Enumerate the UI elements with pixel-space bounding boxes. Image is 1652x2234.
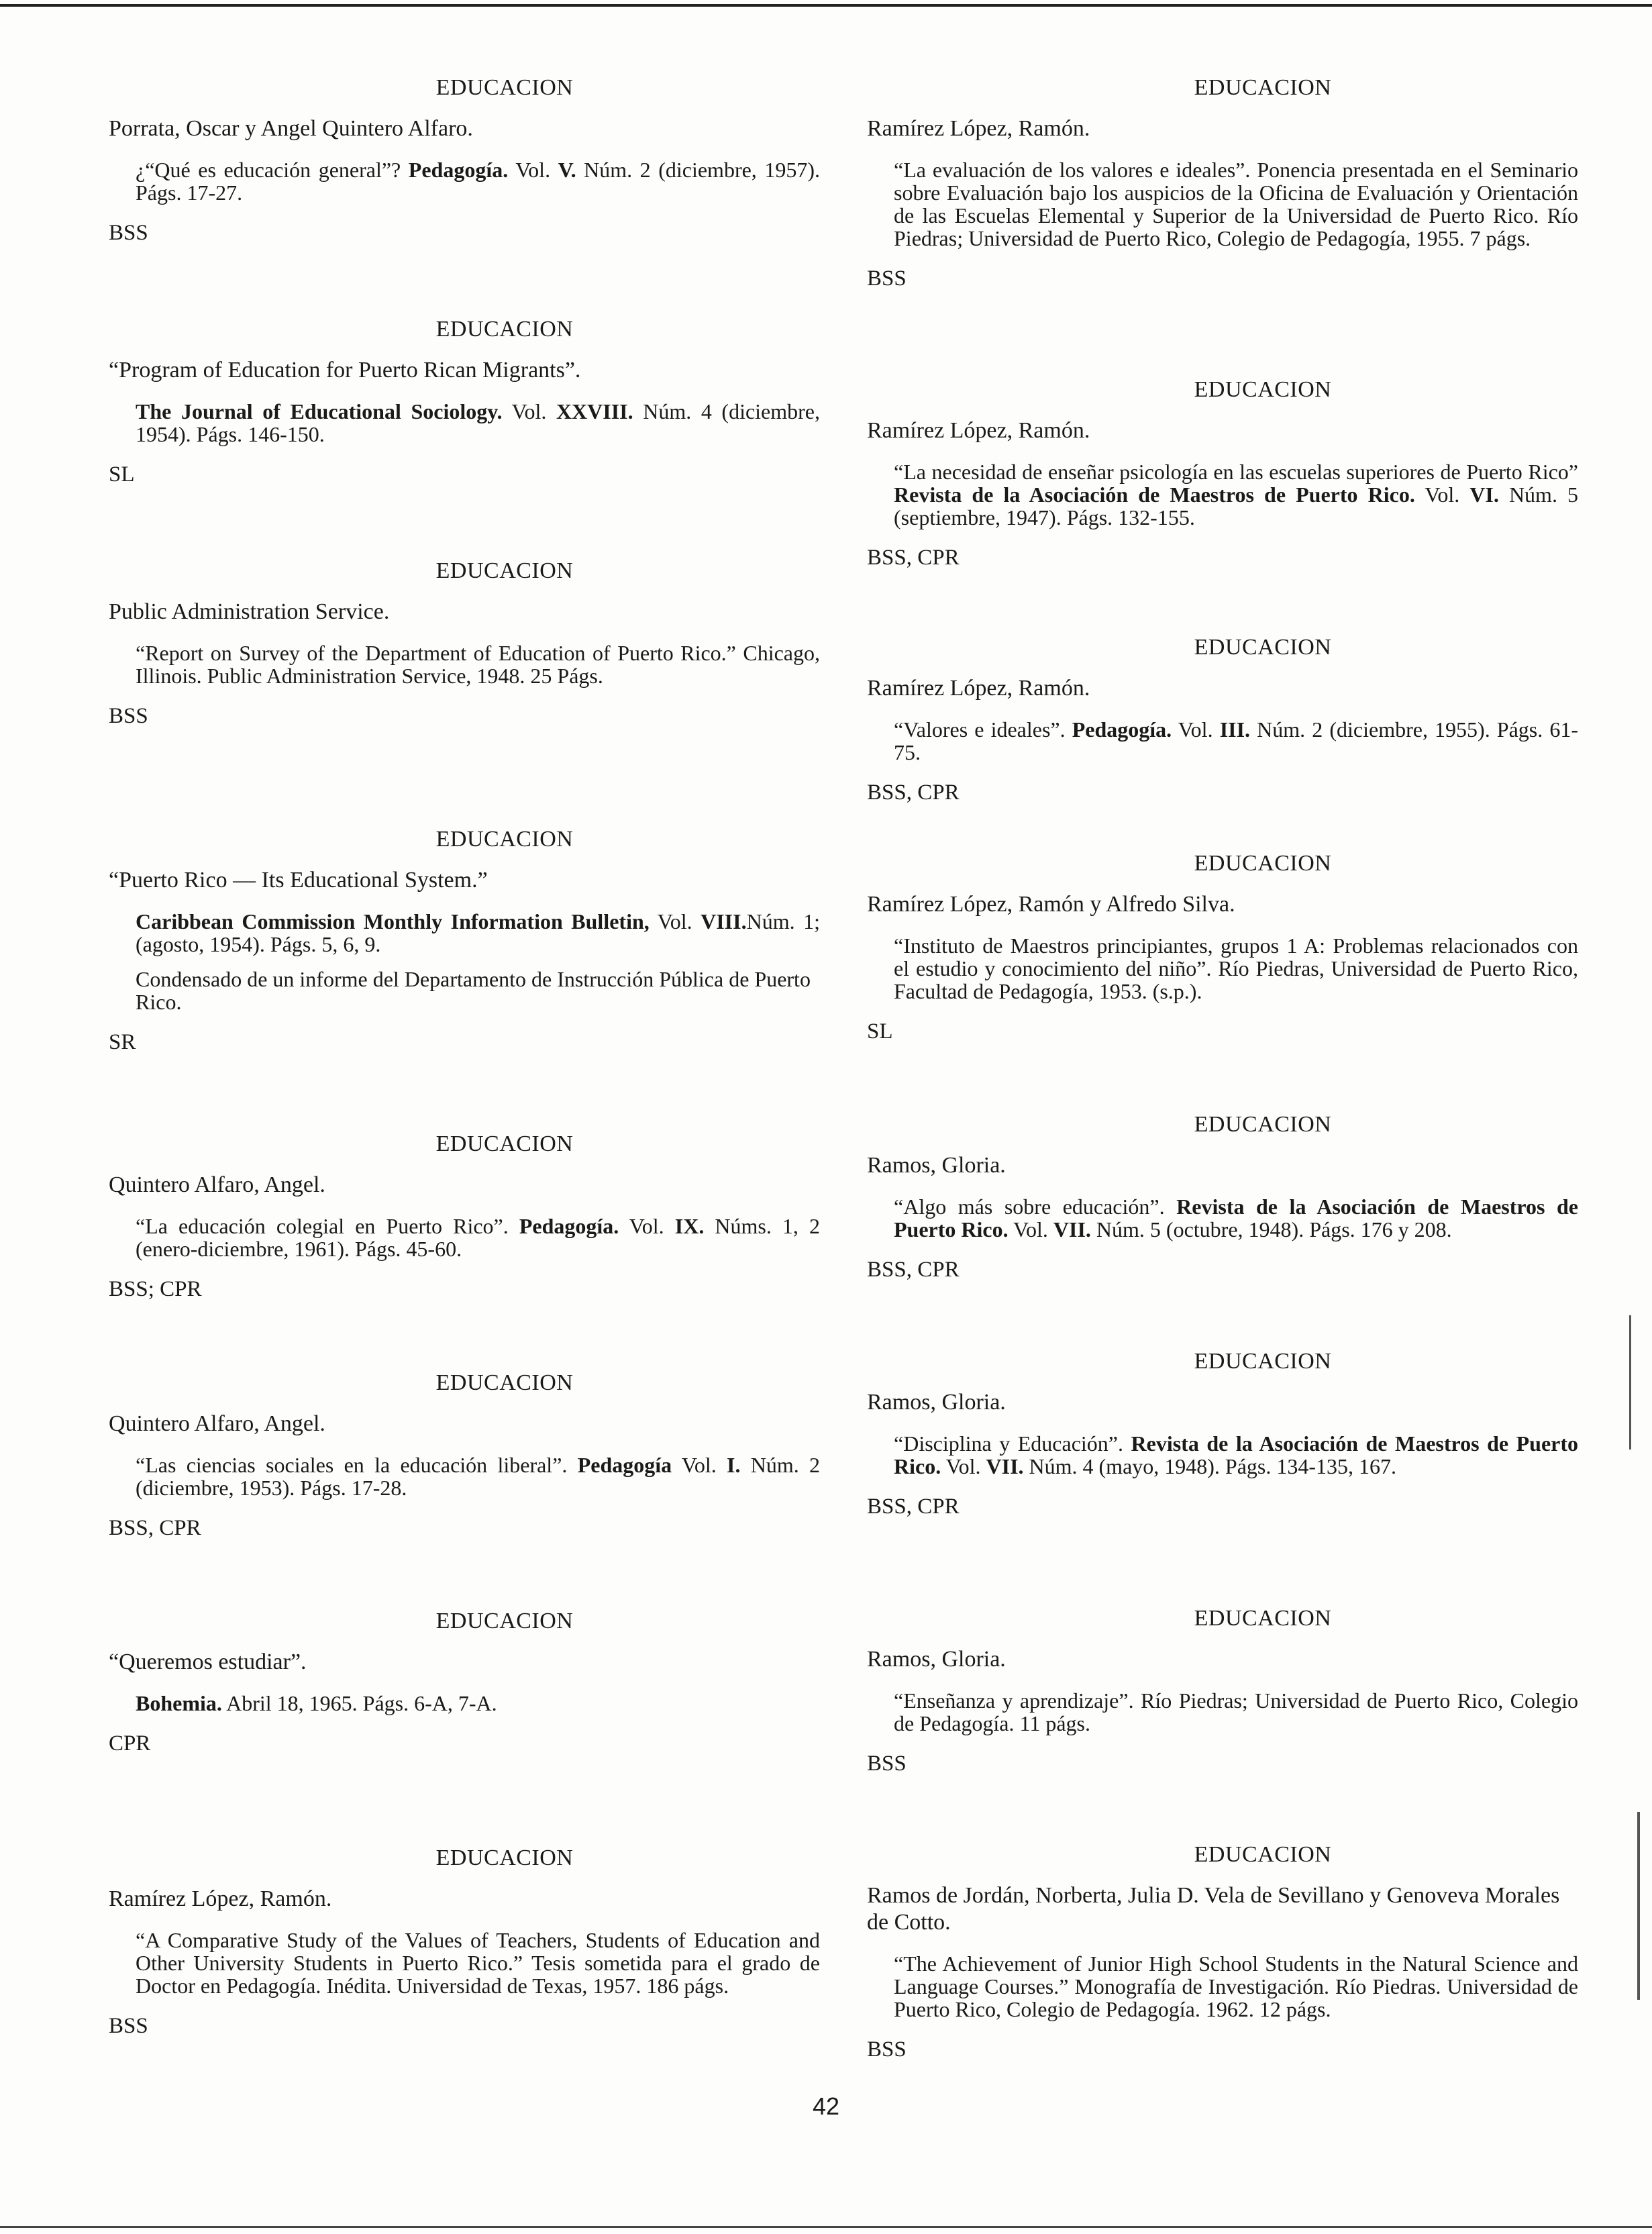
citation-bold-text: I. [727,1453,741,1477]
entry-citation [136,1215,820,1260]
entry-author: “Puerto Rico — Its Educational System.” [109,868,488,893]
citation-bold-text: Pedagogía. [519,1214,619,1238]
entry-subject: EDUCACION [435,1845,574,1870]
citation-bold-text: Revista de la Asociación de Maestros de Puerto Rico. [894,1195,1579,1241]
entry-citation [894,158,1578,250]
entry-source-code: BSS, CPR [867,1258,960,1282]
entry-author: Ramírez López, Ramón. [867,116,1090,141]
citation-bold-text: Bohemia. [136,1691,222,1715]
citation-text: ¿“Qué es educación general”? [136,158,409,182]
entry-source-code: BSS, CPR [867,780,960,805]
citation-text: Abril 18, 1965. Págs. 6-A, 7-A. [221,1691,497,1715]
entry-author: Ramírez López, Ramón. [867,418,1090,443]
entry-source-code: BSS [109,704,148,728]
bibliography-entry [109,317,820,487]
citation-text: Núm. 5 (septiembre, 1947). Págs. 132-155. [894,483,1579,529]
citation-text: Vol. [1008,1217,1053,1241]
entry-source-code: BSS [867,2037,907,2062]
bibliography-entry [109,1131,820,1302]
entry-author: Public Administration Service. [109,599,390,624]
entry-citation [136,910,820,956]
entry-source-code: SL [109,462,135,487]
entry-source-code: BSS [867,266,907,291]
margin-mark [1637,1812,1640,2000]
entry-subject: EDUCACION [1194,635,1332,660]
citation-text: “Algo más sobre educación”. [894,1195,1177,1219]
citation-text: Núm. 5 (octubre, 1948). Págs. 176 y 208. [1090,1217,1452,1241]
entry-author: “Program of Education for Puerto Rican Migrants”. [109,358,581,383]
bibliography-entry [109,75,820,246]
entry-author: Ramos, Gloria. [867,1647,1006,1672]
entry-author: Ramos, Gloria. [867,1390,1006,1415]
entry-citation [894,1952,1578,2021]
citation-bold-text: Pedagogía [577,1453,672,1477]
citation-text: Núm. 4 (mayo, 1948). Págs. 134-135, 167. [1023,1454,1397,1478]
bibliography-entry [867,635,1578,805]
citation-bold-text: VII. [986,1454,1024,1478]
citation-text: Núms. 1, 2 (enero-diciembre, 1961). Págs. 45-60. [136,1214,821,1261]
bibliography-entry [867,1842,1578,2062]
citation-text: “Instituto de Maestros principiantes, grupos 1 A: Problemas relacionados con el estudio y conocimiento del niño”. Río Piedras, Universidad de Puerto Rico, Facultad de Pedagogía, 1953. (s.p.). [894,933,1578,1003]
citation-text: Vol. [672,1453,727,1477]
citation-text: “Las ciencias sociales en la educación liberal”. [136,1453,578,1477]
entry-citation [894,1432,1578,1478]
citation-bold-text: Revista de la Asociación de Maestros de Puerto Rico. [894,483,1415,507]
bibliography-entry [867,1349,1578,1519]
citation-bold-text: Revista de la Asociación de Maestros de Puerto Rico. [894,1431,1579,1478]
entry-author: Ramírez López, Ramón y Alfredo Silva. [867,892,1235,917]
citation-text: Vol. [502,399,556,423]
entry-citation [894,460,1578,529]
citation-text: “Report on Survey of the Department of Education of Puerto Rico.” Chicago, Illinois. Public Administration Service, 1948. 25 Págs. [136,641,820,688]
entry-source-code: BSS, CPR [109,1516,201,1540]
bibliography-entry [867,851,1578,1044]
entry-author: Quintero Alfaro, Angel. [109,1411,325,1436]
bibliography-entry [109,1609,820,1756]
citation-bold-text: Caribbean Commission Monthly Information Bulletin, [136,909,650,933]
top-rule [0,4,1652,7]
entry-author: Quintero Alfaro, Angel. [109,1172,325,1197]
citation-bold-text: Pedagogía. [1072,717,1172,742]
citation-bold-text: III. [1219,717,1251,742]
citation-text: Vol. [508,158,558,182]
bibliography-entry [109,558,820,729]
entry-subject: EDUCACION [435,558,574,583]
entry-source-code: BSS, CPR [867,546,960,570]
citation-text: Núm. 1; (agosto, 1954). Págs. 5, 6, 9. [136,909,820,956]
entry-author: Ramos, Gloria. [867,1153,1006,1178]
citation-bold-text: VI. [1469,483,1499,507]
citation-bold-text: VII. [1053,1217,1091,1241]
citation-text: Núm. 2 (diciembre, 1953). Págs. 17-28. [136,1453,821,1500]
entry-subject: EDUCACION [435,1609,574,1633]
margin-mark [1629,1315,1631,1450]
citation-text: “Disciplina y Educación”. [894,1431,1131,1456]
bibliography-entry [867,377,1578,570]
entry-subject: EDUCACION [1194,75,1332,100]
entry-citation [136,1929,820,1997]
entry-source-code: CPR [109,1731,151,1756]
entry-source-code: BSS; CPR [109,1277,202,1301]
citation-text: “The Achievement of Junior High School Students in the Natural Science and Language Courses.” Monografía de Investigación. Río Piedras. Universidad de Puerto Rico, Colegio de Pedagogía. 1962. 12 págs. [894,1951,1578,2021]
entry-citation [894,934,1578,1003]
citation-bold-text: VIII. [701,909,747,933]
citation-text: “A Comparative Study of the Values of Teachers, Students of Education and Other University Students in Puerto Rico.” Tesis sometida para el grado de Doctor en Pedagogía. Inédita. Universidad de Texas, 1957. 186 págs. [136,1928,820,1998]
entry-source-code: BSS, CPR [867,1494,960,1519]
entry-subject: EDUCACION [435,317,574,342]
entry-author: Ramírez López, Ramón. [109,1886,332,1911]
entry-subject: EDUCACION [1194,377,1332,402]
entry-citation [894,718,1578,764]
citation-text: Núm. 2 (diciembre, 1957). Págs. 17-27. [136,158,820,205]
citation-bold-text: Pedagogía. [408,158,509,182]
bibliography-entry [109,1845,820,2039]
citation-bold-text: IX. [674,1214,705,1238]
entry-citation [136,400,820,446]
bibliography-entry [109,827,820,1055]
citation-text: Vol. [1172,717,1220,742]
entry-citation [136,1454,820,1499]
entry-author: Ramos de Jordán, Norberta, Julia D. Vela de Sevillano y Genoveva Morales de Cotto. [867,1883,1560,1935]
bibliography-entry [867,1606,1578,1776]
entry-note: Condensado de un informe del Departamento de Instrucción Pública de Puerto Rico. [136,967,811,1014]
citation-text: “La evaluación de los valores e ideales”. Ponencia presentada en el Seminario sobre Evaluación bajo los auspicios de la Oficina de Evaluación y Orientación de las Escuelas Elemental y Superior de la Universidad de Puerto Rico. Río Piedras; Universidad de Puerto Rico, Colegio de Pedagogía, 1955. 7 págs. [894,158,1578,250]
entry-source-code: BSS [867,1751,907,1776]
entry-subject: EDUCACION [1194,851,1332,876]
bibliography-entry [867,1112,1578,1282]
citation-text: “Valores e ideales”. [894,717,1072,742]
entry-author: Porrata, Oscar y Angel Quintero Alfaro. [109,116,473,141]
entry-source-code: BSS [109,2014,148,2038]
entry-source-code: SL [867,1019,893,1044]
entry-subject: EDUCACION [435,1370,574,1395]
entry-subject: EDUCACION [435,827,574,852]
entry-citation [136,1692,820,1715]
entry-subject: EDUCACION [1194,1349,1332,1374]
entry-subject: EDUCACION [435,75,574,100]
page-number: 42 [812,2092,840,2120]
citation-text: Vol. [649,909,701,933]
entry-author: “Queremos estudiar”. [109,1649,307,1674]
bottom-rule [0,2226,1652,2228]
entry-subject: EDUCACION [1194,1842,1332,1867]
bibliography-entry [867,75,1578,291]
entry-subject: EDUCACION [1194,1112,1332,1137]
citation-text: Núm. 4 (diciembre, 1954). Págs. 146-150. [136,399,820,446]
citation-text: “La necesidad de enseñar psicología en las escuelas superiores de Puerto Rico” [894,460,1578,484]
citation-bold-text: XXVIII. [556,399,633,423]
citation-text: Núm. 2 (diciembre, 1955). Págs. 61-75. [894,717,1579,764]
entry-source-code: BSS [109,221,148,245]
bibliography-entry [109,1370,820,1541]
entry-citation [136,158,820,204]
entry-author: Ramírez López, Ramón. [867,676,1090,701]
citation-bold-text: V. [558,158,576,182]
citation-text: Vol. [941,1454,986,1478]
entry-citation [136,642,820,687]
entry-source-code: SR [109,1030,136,1054]
citation-text: Vol. [619,1214,675,1238]
citation-text: “Enseñanza y aprendizaje”. Río Piedras; Universidad de Puerto Rico, Colegio de Pedagogía. 11 págs. [894,1688,1578,1735]
citation-text: Vol. [1414,483,1470,507]
entry-subject: EDUCACION [1194,1606,1332,1631]
citation-bold-text: The Journal of Educational Sociology. [136,399,503,423]
entry-citation [894,1689,1578,1735]
citation-text: “La educación colegial en Puerto Rico”. [136,1214,519,1238]
entry-citation [894,1195,1578,1241]
entry-subject: EDUCACION [435,1131,574,1156]
